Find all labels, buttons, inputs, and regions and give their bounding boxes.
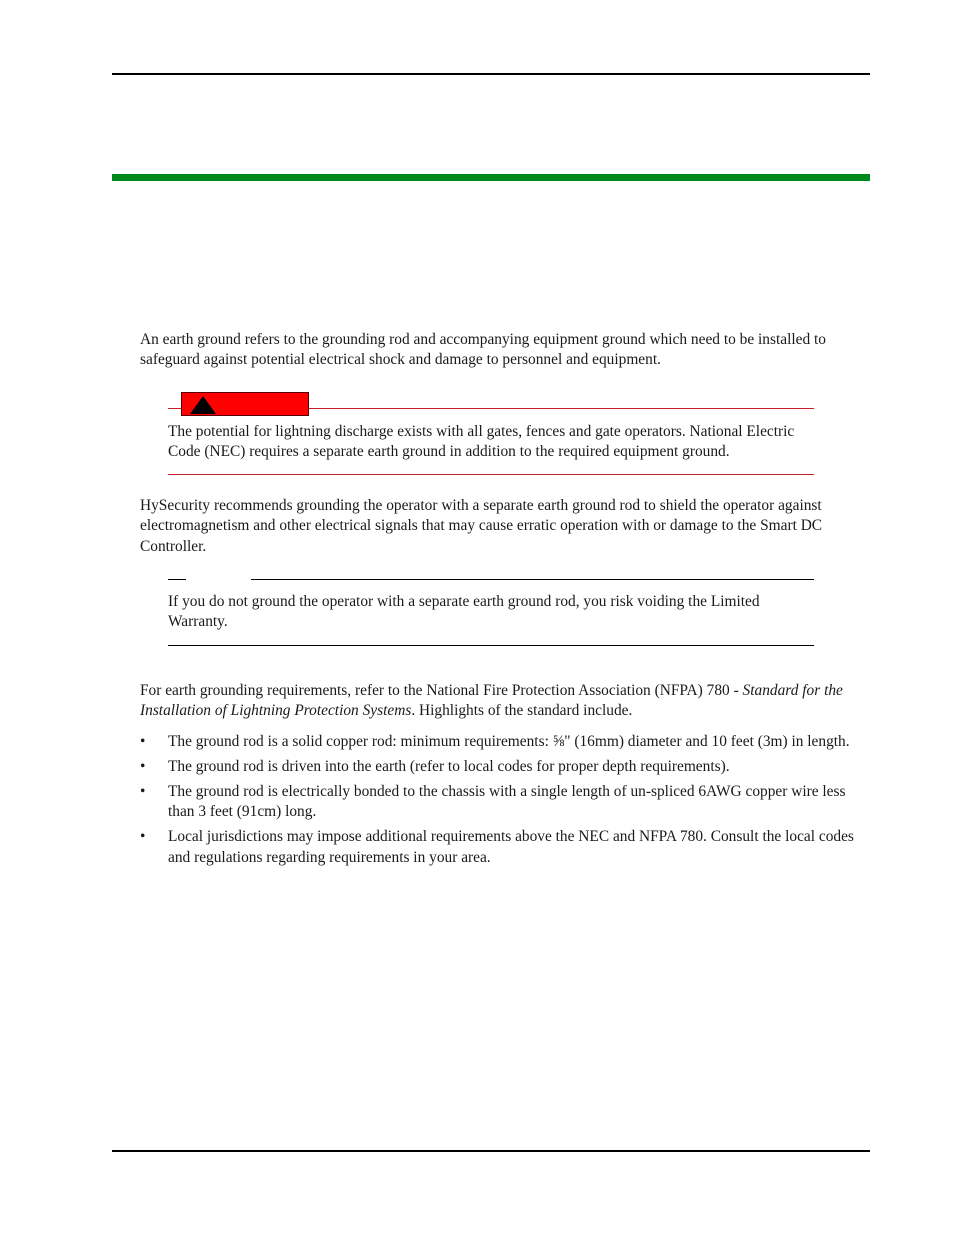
list-item	[140, 827, 872, 868]
danger-text: The potential for lightning discharge exists with all gates, fences and gate operators. National Electric Code (NEC) requires a separate earth ground in addition to the required equipment ground.	[168, 423, 795, 461]
nfpa-text-before: For earth grounding requirements, refer to the National Fire Protection Association (NFPA) 780 -	[140, 682, 743, 699]
note-bottom-rule	[168, 645, 814, 646]
note-top-rule	[251, 579, 814, 580]
danger-bottom-rule	[168, 474, 814, 475]
nfpa-text-after: . Highlights of the standard include.	[411, 702, 633, 720]
nfpa-paragraph	[140, 681, 872, 722]
bullet-marker: •	[140, 782, 146, 800]
recommendation-paragraph: HySecurity recommends grounding the operator with a separate earth ground rod to shield the operator against electromagnetism and other electrical signals that may cause erratic operation with or damage to the Smart DC Controller.	[140, 497, 823, 555]
danger-badge	[181, 392, 309, 416]
list-item	[140, 732, 872, 752]
header-rule	[112, 73, 870, 75]
footer-rule	[112, 1150, 870, 1152]
bullet-marker: •	[140, 828, 146, 846]
warning-triangle-icon	[189, 395, 217, 415]
requirements-list	[140, 732, 872, 872]
intro-paragraph: An earth ground refers to the grounding rod and accompanying equipment ground which need to be installed to safeguard against potential electrical shock and damage to personnel and equipment.	[140, 331, 826, 369]
list-item-text: The ground rod is a solid copper rod: minimum requirements: ⅝" (16mm) diameter and 10 feet (3m) in length.	[168, 733, 850, 750]
note-text: If you do not ground the operator with a separate earth ground rod, you risk voiding the Limited Warranty.	[168, 593, 760, 631]
list-item-text: Local jurisdictions may impose additional requirements above the NEC and NFPA 780. Consult the local codes and regulations regarding requirements in your area.	[168, 828, 854, 866]
list-item-text: The ground rod is electrically bonded to the chassis with a single length of un-spliced 6AWG copper wire less than 3 feet (91cm) long.	[168, 782, 846, 821]
note-label-rule	[168, 579, 186, 580]
section-heading-rule	[112, 174, 870, 181]
nfpa-standard-title: Standard for the Installation of Lightning Protection Systems	[140, 682, 843, 720]
bullet-marker: •	[140, 733, 146, 750]
bullet-marker: •	[140, 757, 146, 775]
list-item	[140, 782, 872, 823]
list-item	[140, 757, 872, 777]
list-item-text: The ground rod is driven into the earth (refer to local codes for proper depth requirements).	[168, 757, 730, 775]
